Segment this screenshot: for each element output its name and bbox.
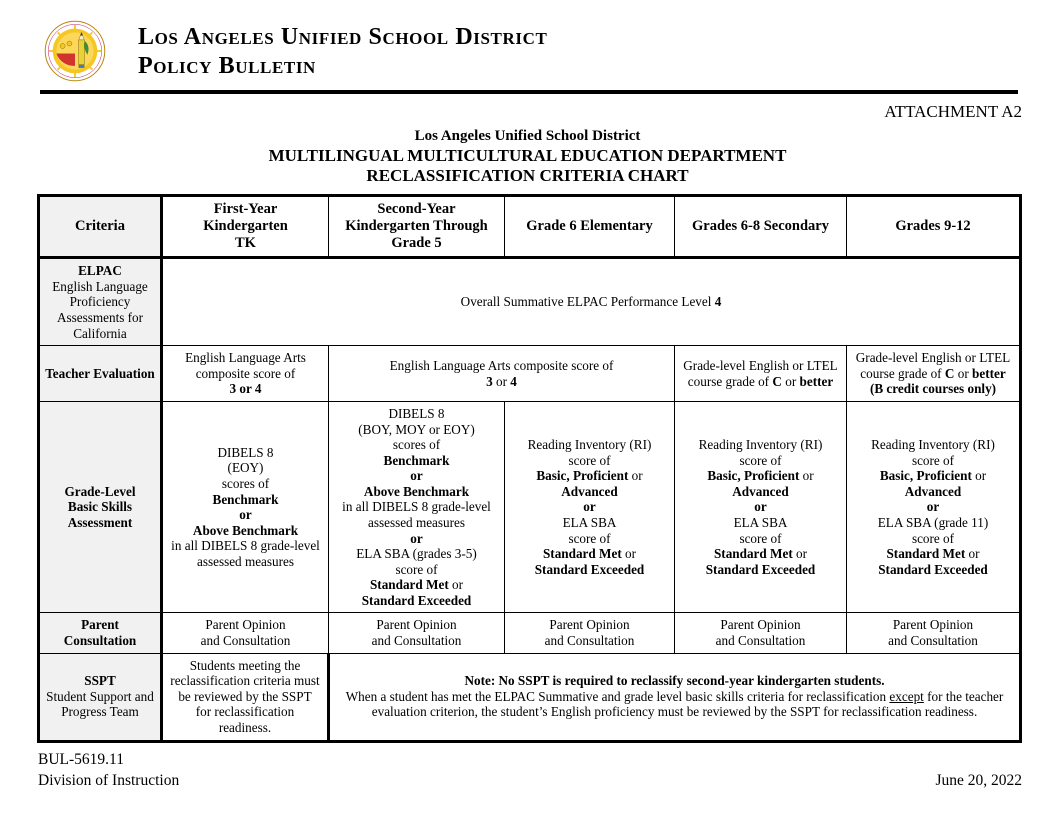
th-grades9-12: Grades 9-12	[847, 196, 1021, 258]
table-row-teacher-evaluation	[39, 346, 1021, 402]
teacher-eval-score-line: 3 or 4	[486, 373, 517, 389]
document-footer	[38, 750, 1022, 791]
sspt-note-body: When a student has met the ELPAC Summative and grade level basic skills criteria for reclassification except for the teacher evaluation criterion, the student’s English proficiency must be reviewed by the SSPT for reclassification readiness.	[345, 688, 1004, 720]
teacher-eval-k2-g6-merged-cell: English Language Arts composite score of 3 or 4	[329, 346, 675, 402]
bs-g68-proficient-line: Basic, Proficient or	[707, 468, 814, 484]
th-second-year-kindergarten: Second-Year Kindergarten Through Grade 5	[329, 196, 505, 258]
letterhead	[0, 0, 1055, 96]
bs-g6-proficient-line: Basic, Proficient or	[536, 468, 643, 484]
basic-skills-first-year-k-cell: DIBELS 8 (EOY) scores of Benchmark or Above Benchmark in all DIBELS 8 grade-level assessed measures	[162, 401, 329, 613]
th-criteria: Criteria	[39, 196, 162, 258]
teacher-evaluation-title: Teacher Evaluation	[45, 365, 155, 381]
bs-g912-standard-met-line: Standard Met or	[886, 546, 980, 562]
bs-k2-standard-met-line: Standard Met or	[369, 577, 464, 593]
bs-g68-standard-met-line: Standard Met or	[713, 546, 808, 562]
table-row-basic-skills	[39, 401, 1021, 613]
footer-date: June 20, 2022	[935, 771, 1022, 789]
table-row-sspt	[39, 653, 1021, 741]
title-district: Los Angeles Unified School District	[414, 128, 641, 144]
teacher-eval-first-year-k-cell: English Language Arts composite score of 3 or 4	[162, 346, 329, 402]
table-header	[39, 196, 1021, 258]
criteria-cell-teacher-evaluation	[39, 346, 162, 402]
teacher-eval-grade-line-912: course grade of C or better	[860, 365, 1006, 381]
basic-skills-grade6-elementary-cell: Reading Inventory (RI) score of Basic, Proficient or Advanced or ELA SBA score of Standard Met or Standard Exceeded	[505, 401, 675, 613]
sspt-note-lead: Note: No SSPT is required to reclassify second-year kindergarten students.	[464, 673, 885, 689]
criteria-cell-basic-skills: Grade-Level Basic Skills Assessment	[39, 401, 162, 613]
teacher-eval-grade-line-68: course grade of C or better	[687, 373, 834, 389]
sspt-first-year-k-cell: Students meeting the reclassification criteria must be reviewed by the SSPT for reclassification readiness.	[162, 653, 329, 741]
criteria-cell-parent-consultation: Parent Consultation	[39, 613, 162, 653]
parent-consultation-grades6-8-cell: Parent Opinion and Consultation	[675, 613, 847, 653]
bs-g6-standard-met-line: Standard Met or	[542, 546, 637, 562]
title-department: MULTILINGUAL MULTICULTURAL EDUCATION DEPARTMENT	[268, 145, 787, 165]
elpac-title: ELPAC	[78, 263, 122, 279]
document-title-block	[0, 128, 1055, 186]
table-row-elpac	[39, 258, 1021, 346]
district-name: Los Angeles Unified School District	[138, 24, 548, 50]
th-first-year-kindergarten: First-Year Kindergarten TK	[162, 196, 329, 258]
lausd-seal-icon	[44, 20, 106, 82]
policy-bulletin-label: Policy Bulletin	[138, 52, 316, 79]
th-grade6-elementary: Grade 6 Elementary	[505, 196, 675, 258]
sspt-note-merged-cell	[329, 653, 1021, 741]
basic-skills-second-year-k-cell: DIBELS 8 (BOY, MOY or EOY) scores of Benchmark or Above Benchmark in all DIBELS 8 grade-level assessed measures or ELA SBA (grades 3-5) score of Standard Met or Standard Exceeded	[329, 401, 505, 613]
criteria-cell-sspt: SSPT Student Support and Progress Team	[39, 653, 162, 741]
bs-g912-proficient-line: Basic, Proficient or	[879, 468, 987, 484]
th-grades6-8-secondary: Grades 6-8 Secondary	[675, 196, 847, 258]
footer-line-2	[38, 771, 1022, 792]
table-header-row	[39, 196, 1021, 258]
elpac-level-text: Overall Summative ELPAC Performance Level	[460, 294, 715, 310]
parent-consultation-first-year-k-cell: Parent Opinion and Consultation	[162, 613, 329, 653]
bulletin-number: BUL-5619.11	[38, 751, 124, 768]
elpac-level-value: 4	[714, 294, 722, 310]
title-chart: RECLASSIFICATION CRITERIA CHART	[366, 165, 689, 185]
letterhead-title-block	[138, 23, 547, 81]
reclassification-criteria-table	[37, 194, 1022, 743]
table-row-parent-consultation	[39, 613, 1021, 653]
parent-consultation-second-year-k-cell: Parent Opinion and Consultation	[329, 613, 505, 653]
parent-consultation-grade6-elementary-cell: Parent Opinion and Consultation	[505, 613, 675, 653]
basic-skills-grades6-8-cell: Reading Inventory (RI) score of Basic, Proficient or Advanced or ELA SBA score of Standard Met or Standard Exceeded	[675, 401, 847, 613]
elpac-performance-level-cell	[162, 258, 1021, 346]
division-name: Division of Instruction	[38, 771, 180, 789]
basic-skills-grades9-12-cell: Reading Inventory (RI) score of Basic, Proficient or Advanced or ELA SBA (grade 11) score of Standard Met or Standard Exceeded	[847, 401, 1021, 613]
sspt-note-except: except	[889, 688, 924, 704]
table-body	[39, 258, 1021, 741]
footer-line-1	[38, 750, 1022, 771]
header-divider-rule	[40, 90, 1018, 94]
teacher-eval-grades6-8-cell: Grade-level English or LTEL course grade of C or better	[675, 346, 847, 402]
teacher-eval-grades9-12-cell: Grade-level English or LTEL course grade of C or better (B credit courses only)	[847, 346, 1021, 402]
parent-consultation-grades9-12-cell: Parent Opinion and Consultation	[847, 613, 1021, 653]
criteria-cell-elpac: ELPAC English Language Proficiency Assessments for California	[39, 258, 162, 346]
attachment-label: ATTACHMENT A2	[884, 102, 1022, 121]
